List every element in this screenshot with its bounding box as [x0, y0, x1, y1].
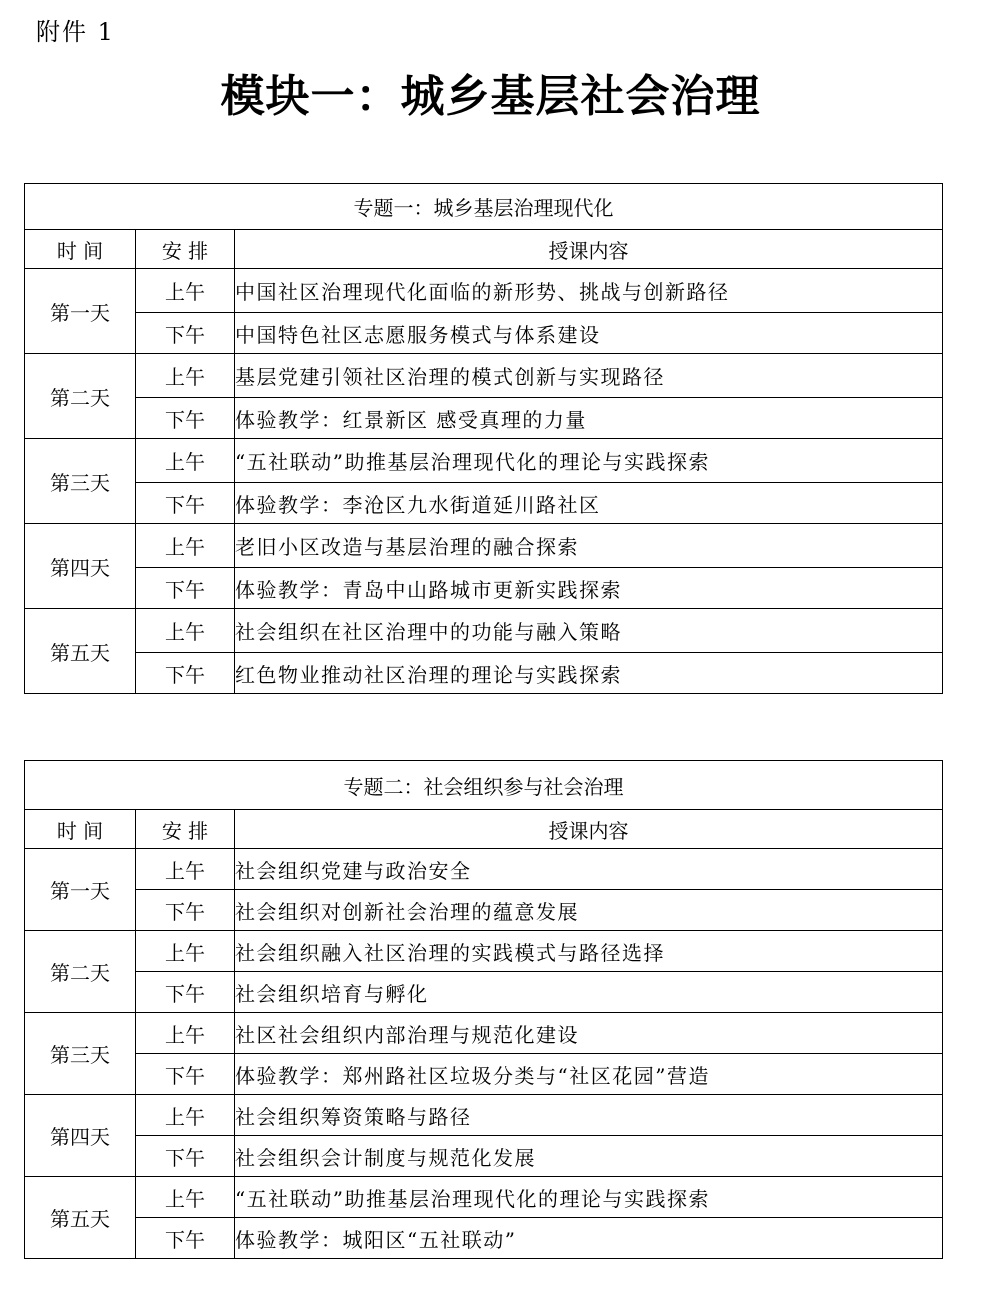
header-row: [25, 230, 943, 269]
page-title: 模块一：城乡基层社会治理: [220, 71, 761, 122]
schedule-table-topic-2: [24, 760, 943, 1259]
content-cell: 社会组织融入社区治理的实践模式与路径选择: [235, 931, 943, 972]
content-cell: “五社联动”助推基层治理现代化的理论与实践探索: [235, 1177, 943, 1218]
table-row: [25, 483, 943, 524]
slot-cell: 下午: [136, 653, 235, 694]
table-row: [25, 568, 943, 609]
topic-title: 专题二：社会组织参与社会治理: [25, 761, 943, 810]
table-row: [25, 1054, 943, 1095]
slot-cell: 上午: [136, 439, 235, 483]
content-cell: 老旧小区改造与基层治理的融合探索: [235, 524, 943, 568]
header-content: 授课内容: [235, 810, 943, 849]
table-row: [25, 313, 943, 354]
slot-cell: 下午: [136, 398, 235, 439]
table-row: [25, 269, 943, 313]
content-cell: 红色物业推动社区治理的理论与实践探索: [235, 653, 943, 694]
header-arrangement: 安 排: [136, 230, 235, 269]
table-row: [25, 1218, 943, 1259]
table-row: [25, 653, 943, 694]
content-cell: 体验教学：红景新区 感受真理的力量: [235, 398, 943, 439]
day-cell: 第五天: [25, 1177, 136, 1259]
day-cell: 第四天: [25, 1095, 136, 1177]
day-cell: 第四天: [25, 524, 136, 609]
header-arrangement: 安 排: [136, 810, 235, 849]
slot-cell: 上午: [136, 269, 235, 313]
slot-cell: 下午: [136, 1054, 235, 1095]
header-content: 授课内容: [235, 230, 943, 269]
table-row: [25, 1136, 943, 1177]
slot-cell: 下午: [136, 483, 235, 524]
day-cell: 第二天: [25, 354, 136, 439]
table-row: [25, 439, 943, 483]
table-row: [25, 609, 943, 653]
day-cell: 第一天: [25, 269, 136, 354]
slot-cell: 下午: [136, 568, 235, 609]
content-cell: 中国社区治理现代化面临的新形势、挑战与创新路径: [235, 269, 943, 313]
day-cell: 第三天: [25, 1013, 136, 1095]
table-row: [25, 890, 943, 931]
header-time: 时 间: [25, 230, 136, 269]
content-cell: “五社联动”助推基层治理现代化的理论与实践探索: [235, 439, 943, 483]
slot-cell: 上午: [136, 931, 235, 972]
content-cell: 社会组织会计制度与规范化发展: [235, 1136, 943, 1177]
table-row: [25, 1177, 943, 1218]
table-row: [25, 398, 943, 439]
slot-cell: 上午: [136, 1013, 235, 1054]
header-row: [25, 810, 943, 849]
table-row: [25, 524, 943, 568]
slot-cell: 上午: [136, 849, 235, 890]
table-row: [25, 972, 943, 1013]
slot-cell: 上午: [136, 1095, 235, 1136]
content-cell: 基层党建引领社区治理的模式创新与实现路径: [235, 354, 943, 398]
slot-cell: 上午: [136, 524, 235, 568]
header-time: 时 间: [25, 810, 136, 849]
content-cell: 社会组织培育与孵化: [235, 972, 943, 1013]
table-row: [25, 354, 943, 398]
schedule-table-topic-1: [24, 183, 943, 694]
topic-row: [25, 761, 943, 810]
slot-cell: 下午: [136, 1218, 235, 1259]
content-cell: 社会组织党建与政治安全: [235, 849, 943, 890]
content-cell: 社会组织筹资策略与路径: [235, 1095, 943, 1136]
slot-cell: 上午: [136, 354, 235, 398]
content-cell: 体验教学：李沧区九水街道延川路社区: [235, 483, 943, 524]
day-cell: 第一天: [25, 849, 136, 931]
topic-row: [25, 184, 943, 230]
day-cell: 第五天: [25, 609, 136, 694]
attachment-label: 附件 1: [36, 18, 115, 46]
day-cell: 第三天: [25, 439, 136, 524]
content-cell: 中国特色社区志愿服务模式与体系建设: [235, 313, 943, 354]
slot-cell: 下午: [136, 1136, 235, 1177]
content-cell: 体验教学：城阳区“五社联动”: [235, 1218, 943, 1259]
day-cell: 第二天: [25, 931, 136, 1013]
content-cell: 体验教学：青岛中山路城市更新实践探索: [235, 568, 943, 609]
table-row: [25, 1095, 943, 1136]
slot-cell: 上午: [136, 609, 235, 653]
slot-cell: 下午: [136, 972, 235, 1013]
table-row: [25, 1013, 943, 1054]
topic-title: 专题一：城乡基层治理现代化: [25, 184, 943, 230]
table-row: [25, 931, 943, 972]
content-cell: 社会组织在社区治理中的功能与融入策略: [235, 609, 943, 653]
table-row: [25, 849, 943, 890]
content-cell: 体验教学：郑州路社区垃圾分类与“社区花园”营造: [235, 1054, 943, 1095]
slot-cell: 下午: [136, 890, 235, 931]
content-cell: 社区社会组织内部治理与规范化建设: [235, 1013, 943, 1054]
content-cell: 社会组织对创新社会治理的蕴意发展: [235, 890, 943, 931]
slot-cell: 下午: [136, 313, 235, 354]
slot-cell: 上午: [136, 1177, 235, 1218]
